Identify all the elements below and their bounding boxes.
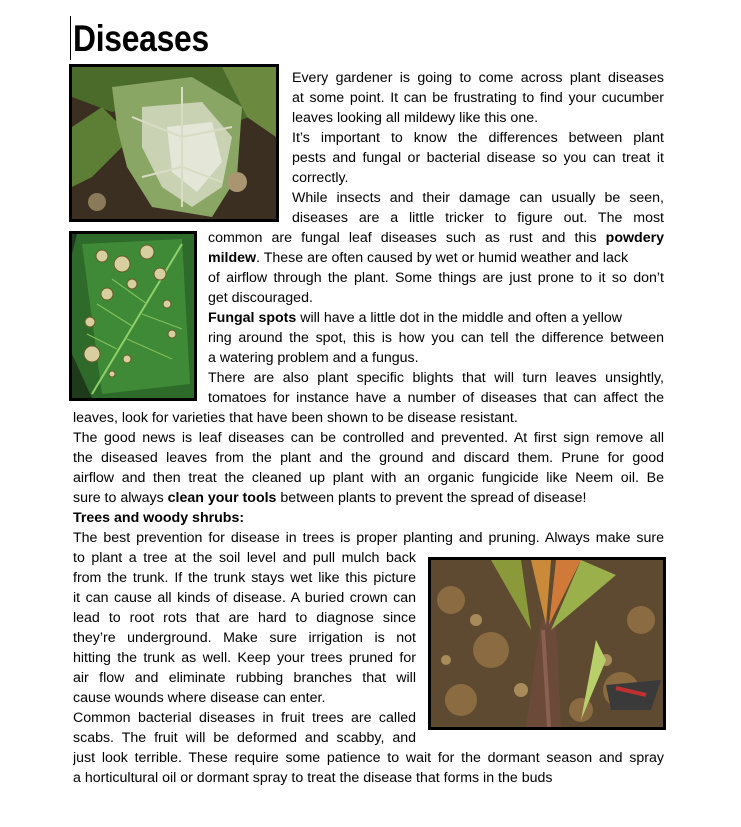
text-line: common are fungal leaf diseases such as rust and this powdery [208, 230, 664, 246]
emphasis: mildew [208, 250, 257, 266]
text-line: Fungal spots will have a little dot in the middle and often a yellow [208, 310, 622, 326]
page-title: Diseases [73, 18, 209, 59]
text-line: There are also plant specific blights that will turn leaves unsightly, [208, 370, 664, 386]
text-line: a horticultural oil or dormant spray to treat the disease that forms in the buds [73, 770, 553, 786]
tree-trunk-photo [428, 557, 666, 730]
text-line: mildew. These are often caused by wet or humid weather and lack [208, 250, 629, 266]
text-line: cause wounds where disease can enter. [73, 690, 326, 706]
text-line: Common bacterial diseases in fruit trees are called [73, 710, 416, 726]
text-line: correctly. [292, 170, 349, 186]
text-line: airflow and then treat the cleaned up plant with an organic fungicide like Neem oil. Be [73, 470, 664, 486]
text-line: a watering problem and a fungus. [208, 350, 419, 366]
emphasis: powdery [605, 230, 664, 246]
text-line: just look terrible. These require some patience to wait for the dormant season and spray [73, 750, 664, 766]
text-line: the diseased leaves from the plant and the ground and discard them. Prune for good [73, 450, 664, 466]
text-line: While insects and their damage can usually be seen, [292, 190, 664, 206]
text-line: The best prevention for disease in trees is proper planting and pruning. Always make sure [73, 530, 664, 546]
emphasis: Fungal spots [208, 310, 297, 326]
text-line: get discouraged. [208, 290, 313, 306]
text-line: lead to root rots that are hard to diagnose since [73, 610, 416, 626]
text-line: pests and fungal or bacterial disease so you can treat it [292, 150, 664, 166]
text-line: It’s important to know the differences between plant [292, 130, 664, 146]
text-line: tomatoes for instance have a number of diseases that can affect the [208, 390, 664, 406]
section-heading: Trees and woody shrubs: [73, 510, 245, 526]
text-line: from the trunk. If the trunk stays wet like this picture [73, 570, 416, 586]
text-line: to plant a tree at the soil level and pull mulch back [73, 550, 416, 566]
text-line: they’re underground. Make sure irrigation is not [73, 630, 416, 646]
text-line: at some point. It can be frustrating to find your cucumber [292, 90, 664, 106]
text-line: hitting the trunk as well. Keep your trees pruned for [73, 650, 416, 666]
cucumber-mildew-photo [69, 64, 279, 222]
emphasis: clean your tools [167, 490, 277, 506]
text-line: ring around the spot, this is how you can tell the difference between [208, 330, 664, 346]
text-line: scabs. The fruit will be deformed and scabby, and [73, 730, 416, 746]
fungal-spots-photo [69, 231, 197, 401]
text-line: sure to always clean your tools between plants to prevent the spread of disease! [73, 490, 587, 506]
text-line: diseases are a little tricker to figure out. The most [292, 210, 664, 226]
text-line: of airflow through the plant. Some things are just prone to it so don’t [208, 270, 664, 286]
text-line: leaves looking all mildewy like this one. [292, 110, 539, 126]
text-cursor [70, 16, 71, 60]
text-line: Every gardener is going to come across plant diseases [292, 70, 664, 86]
text-line: air flow and eliminate rubbing branches that will [73, 670, 416, 686]
text-line: it can cause all kinds of disease. A buried crown can [73, 590, 416, 606]
text-line: The good news is leaf diseases can be controlled and prevented. At first sign remove all [73, 430, 664, 446]
text-line: leaves, look for varieties that have been shown to be disease resistant. [73, 410, 518, 426]
